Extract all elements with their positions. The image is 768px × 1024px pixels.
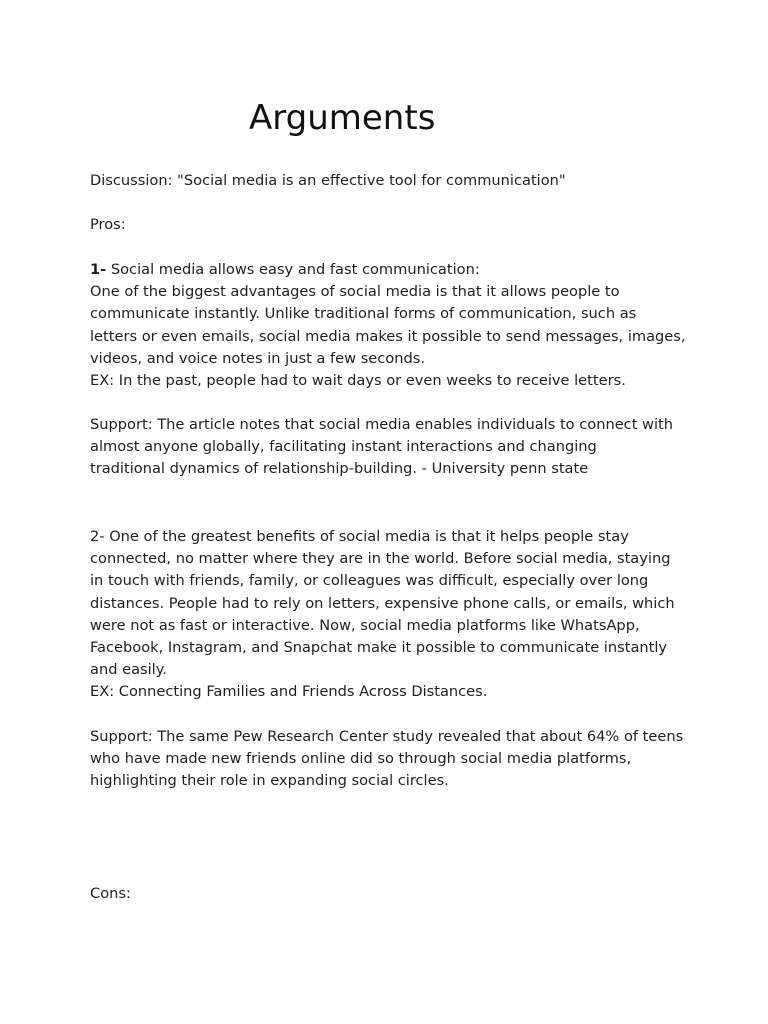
paragraph-line: One of the biggest advantages of social media is that it allows people to: [90, 283, 620, 301]
point-1-heading-text: Social media allows easy and fast communication:: [106, 261, 480, 278]
paragraph-line: letters or even emails, social media makes it possible to send messages, images,: [90, 327, 686, 345]
pros-heading-text: Pros:: [90, 216, 126, 233]
discussion-line: Discussion: "Social media is an effective tool for communication": [90, 172, 566, 189]
pros-heading: [90, 214, 690, 236]
cons-heading: [90, 883, 690, 905]
point-2: [90, 526, 690, 704]
point-1-number: 1-: [90, 261, 107, 278]
example-line: EX: In the past, people had to wait days or even weeks to receive letters.: [90, 372, 626, 390]
paragraph-line: Facebook, Instagram, and Snapchat make it possible to communicate instantly: [90, 639, 668, 657]
paragraph-line: in touch with friends, family, or colleagues was difficult, especially over long: [90, 572, 649, 590]
paragraph-line: 2- One of the greatest benefits of social media is that it helps people stay: [90, 528, 629, 545]
point-1-heading: [90, 259, 690, 281]
paragraph-line: connected, no matter where they are in the world. Before social media, staying: [90, 550, 671, 568]
support-line: who have made new friends online did so through social media platforms,: [90, 750, 632, 768]
point-2-support: [90, 726, 690, 793]
paragraph-line: communicate instantly. Unlike traditional forms of communication, such as: [90, 305, 637, 323]
paragraph-line: distances. People had to rely on letters, expensive phone calls, or emails, which: [90, 594, 675, 612]
example-line: EX: Connecting Families and Friends Across Distances.: [90, 683, 488, 701]
page-title: Arguments: [249, 98, 436, 138]
paragraph-line: videos, and voice notes in just a few seconds.: [90, 349, 425, 367]
support-line: almost anyone globally, facilitating instant interactions and changing: [90, 438, 597, 456]
point-1: [90, 259, 690, 392]
support-line: Support: The article notes that social media enables individuals to connect with: [90, 416, 674, 433]
support-line: Support: The same Pew Research Center study revealed that about 64% of teens: [90, 728, 684, 745]
support-line: highlighting their role in expanding social circles.: [90, 772, 449, 790]
support-line: traditional dynamics of relationship-building. - University penn state: [90, 460, 589, 478]
paragraph-line: and easily.: [90, 661, 167, 679]
paragraph-line: were not as fast or interactive. Now, social media platforms like WhatsApp,: [90, 616, 640, 634]
point-1-support: [90, 414, 690, 481]
cons-heading-text: Cons:: [90, 885, 131, 902]
discussion-text: [90, 170, 690, 192]
